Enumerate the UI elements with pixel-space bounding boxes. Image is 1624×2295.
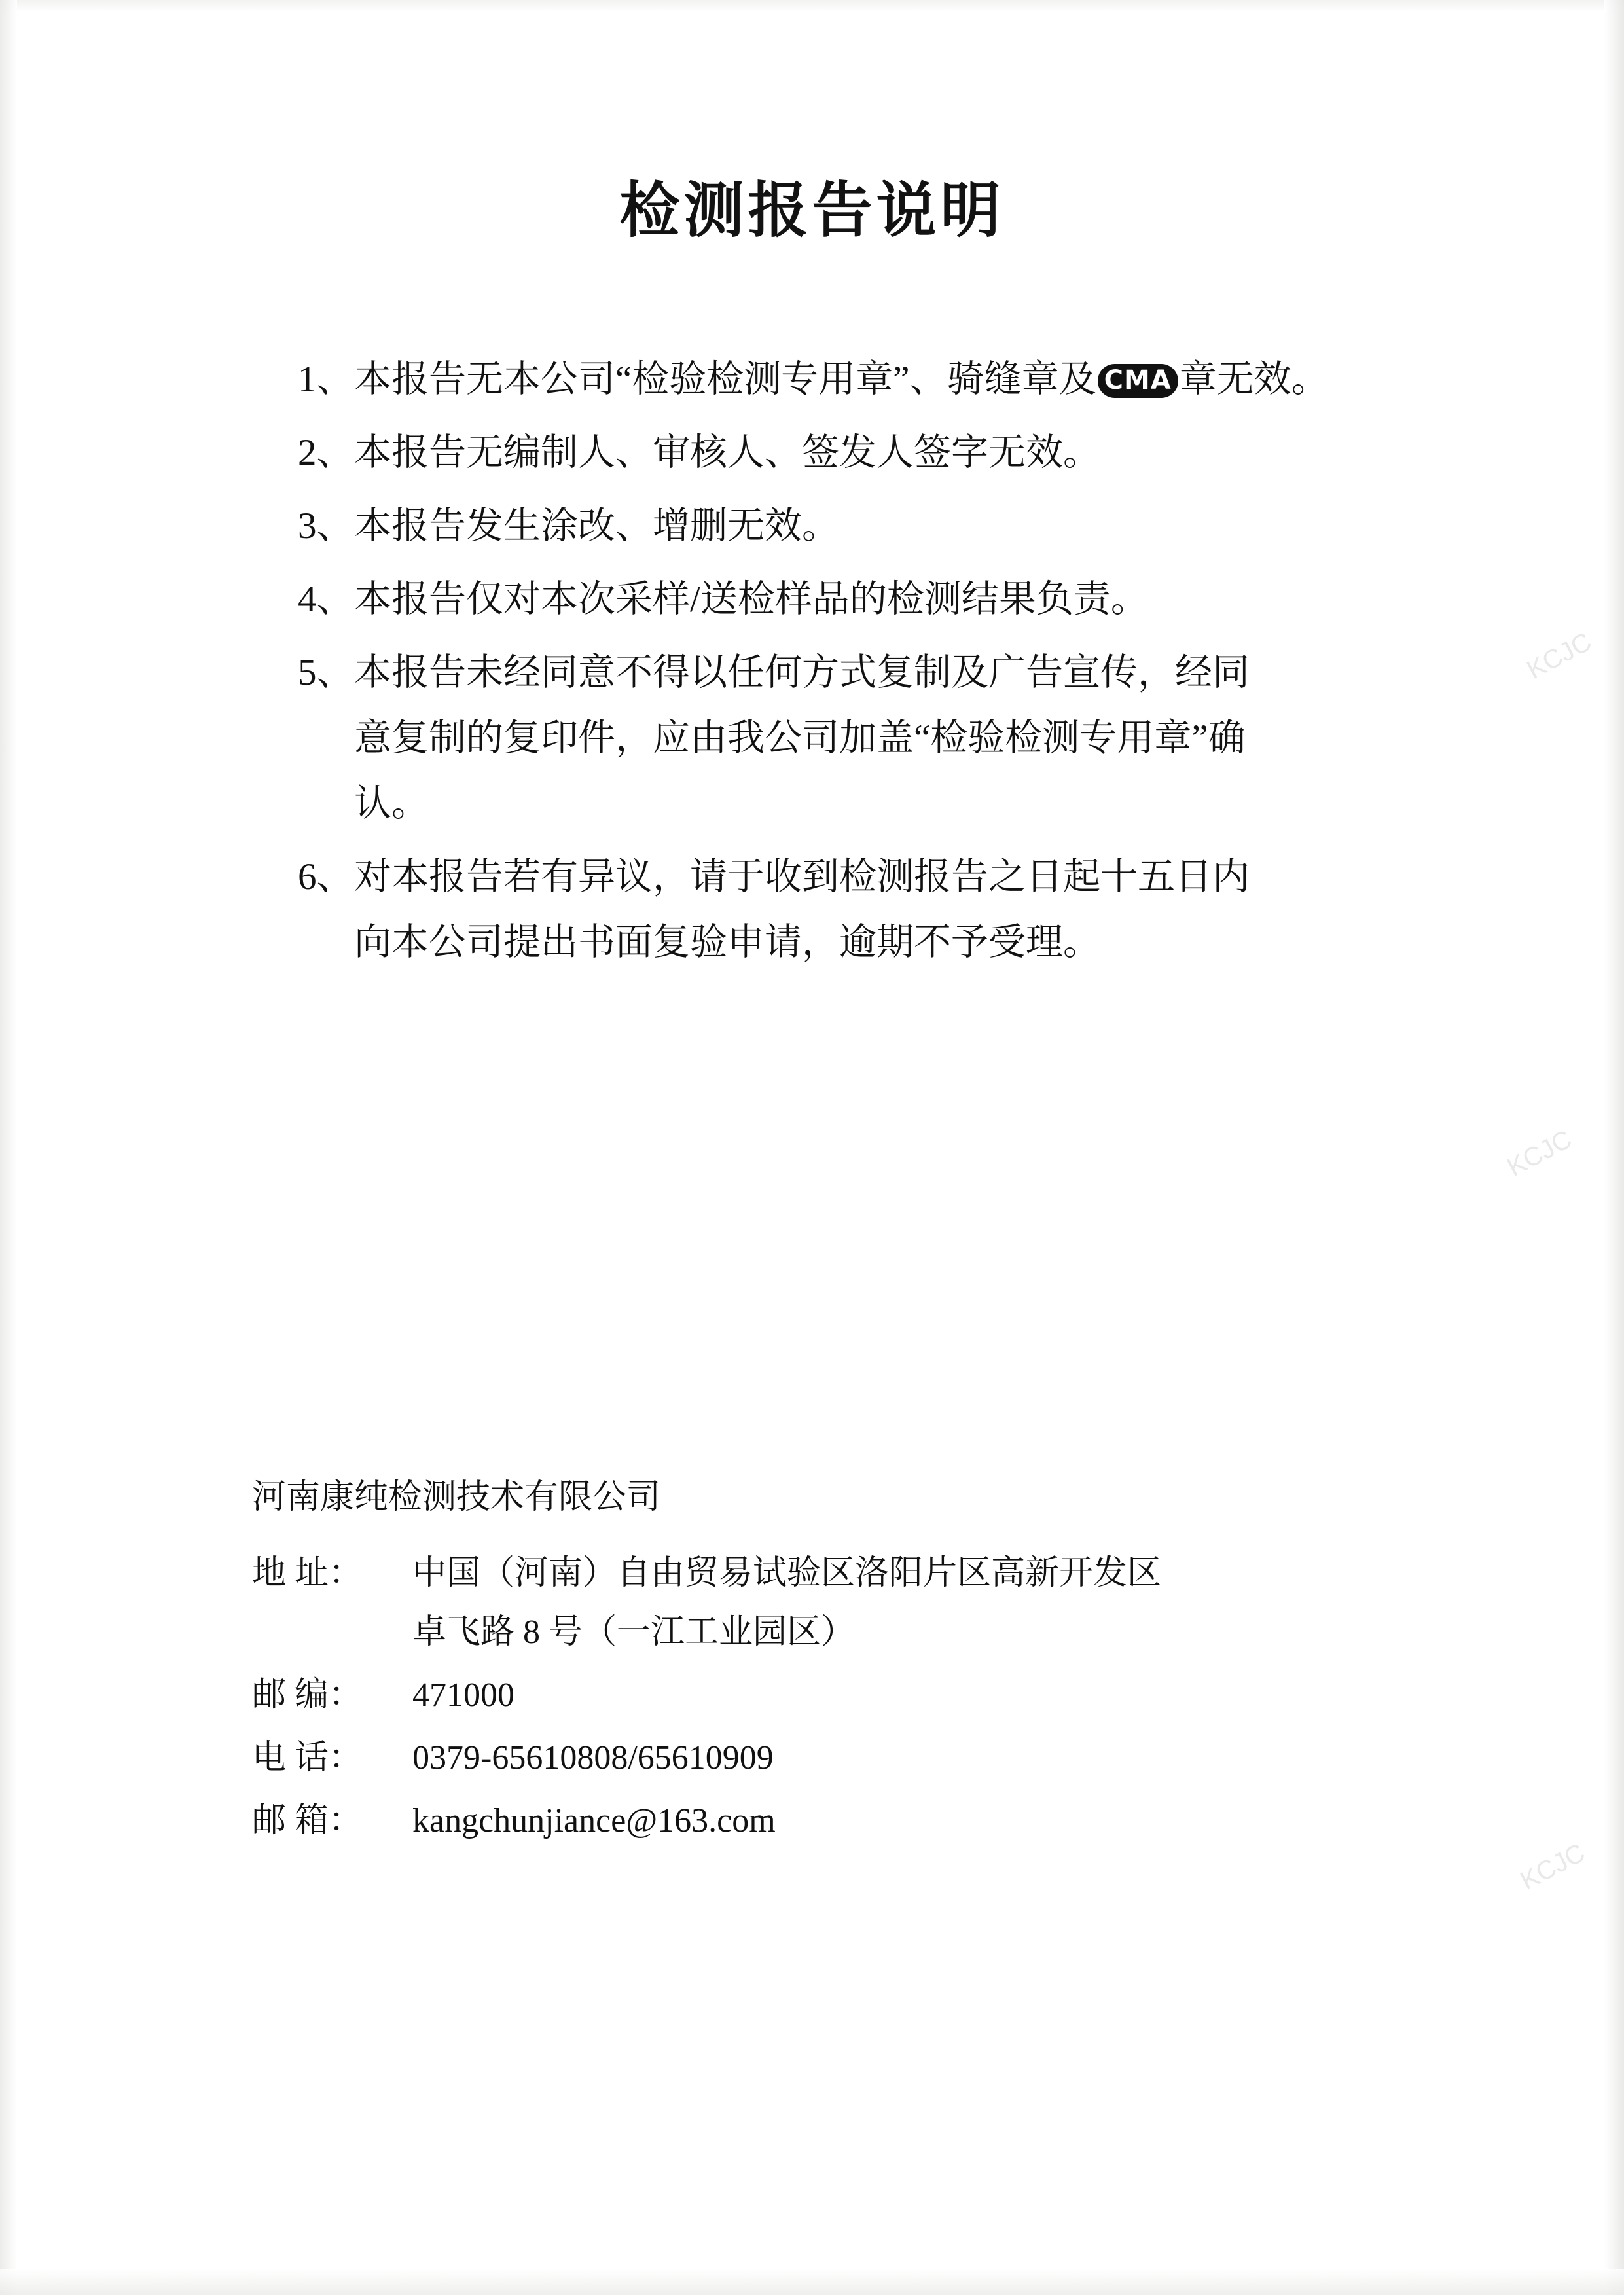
watermark-1: KCJC — [1522, 627, 1597, 685]
list-item-number: 6、 — [298, 856, 354, 897]
list-item-number: 2、 — [298, 432, 354, 473]
list-item-text — [354, 844, 1411, 975]
list-item-text — [354, 567, 1411, 632]
list-item-number: 1、 — [298, 359, 354, 400]
page-title: 检测报告说明 — [619, 175, 1005, 245]
page-edge-shading-right — [1604, 0, 1624, 2295]
list-item-number: 3、 — [298, 505, 354, 547]
company-name: 河南康纯检测技术有限公司 — [252, 1479, 661, 1516]
note-text-before-badge: 本报告无本公司“检验检测专用章”、骑缝章及 — [354, 359, 1096, 400]
list-item-text — [354, 420, 1411, 486]
note-text-line-3: 认。 — [354, 783, 429, 824]
note-text-line-2: 向本公司提出书面复验申请，逾期不予受理。 — [354, 922, 1100, 963]
watermark-2: KCJC — [1502, 1125, 1577, 1183]
list-item-text — [354, 347, 1411, 412]
list-item — [298, 567, 1411, 632]
list-item — [298, 640, 1411, 837]
watermark-3: KCJC — [1515, 1838, 1590, 1896]
address-label: 地 址： — [252, 1555, 363, 1592]
email-value: kangchunjiance@163.com — [412, 1802, 776, 1839]
list-item-text — [354, 494, 1411, 559]
list-item — [298, 420, 1411, 486]
page-edge-shading-top — [0, 0, 1624, 12]
address-value — [412, 1544, 1430, 1662]
list-item — [298, 494, 1411, 559]
address-line-2: 卓飞路 8 号（一江工业园区） — [412, 1614, 856, 1651]
contact-footer — [252, 1470, 1430, 1854]
page-edge-shading-left — [0, 0, 17, 2295]
phone-label: 电 话： — [252, 1739, 363, 1777]
note-text-line-2: 意复制的复印件，应由我公司加盖“检验检测专用章”确 — [354, 717, 1246, 759]
postcode-label: 邮 编： — [252, 1676, 363, 1714]
postcode-value: 471000 — [412, 1676, 514, 1714]
postcode-row — [252, 1666, 1430, 1725]
note-text-after-badge: 章无效。 — [1179, 359, 1329, 400]
note-text-line-1: 本报告未经同意不得以任何方式复制及广告宣传，经同 — [354, 652, 1250, 693]
address-line-1: 中国（河南）自由贸易试验区洛阳片区高新开发区 — [412, 1555, 1162, 1592]
list-item-number: 5、 — [298, 652, 354, 693]
note-text: 本报告仅对本次采样/送检样品的检测结果负责。 — [354, 579, 1148, 620]
list-item — [298, 347, 1411, 412]
page-edge-shading-bottom — [0, 2269, 1624, 2295]
list-item-text — [354, 640, 1411, 837]
notes-list — [298, 347, 1411, 983]
list-item — [298, 844, 1411, 975]
phone-value: 0379-65610808/65610909 — [412, 1739, 774, 1777]
address-row — [252, 1544, 1430, 1662]
note-text: 本报告发生涂改、增删无效。 — [354, 505, 839, 547]
note-text-line-1: 对本报告若有异议，请于收到检测报告之日起十五日内 — [354, 856, 1250, 897]
phone-row — [252, 1729, 1430, 1788]
note-text: 本报告无编制人、审核人、签发人签字无效。 — [354, 432, 1100, 473]
list-item-number: 4、 — [298, 579, 354, 620]
email-row — [252, 1792, 1430, 1851]
cma-badge-icon: CMA — [1098, 364, 1178, 398]
email-label: 邮 箱： — [252, 1802, 363, 1839]
